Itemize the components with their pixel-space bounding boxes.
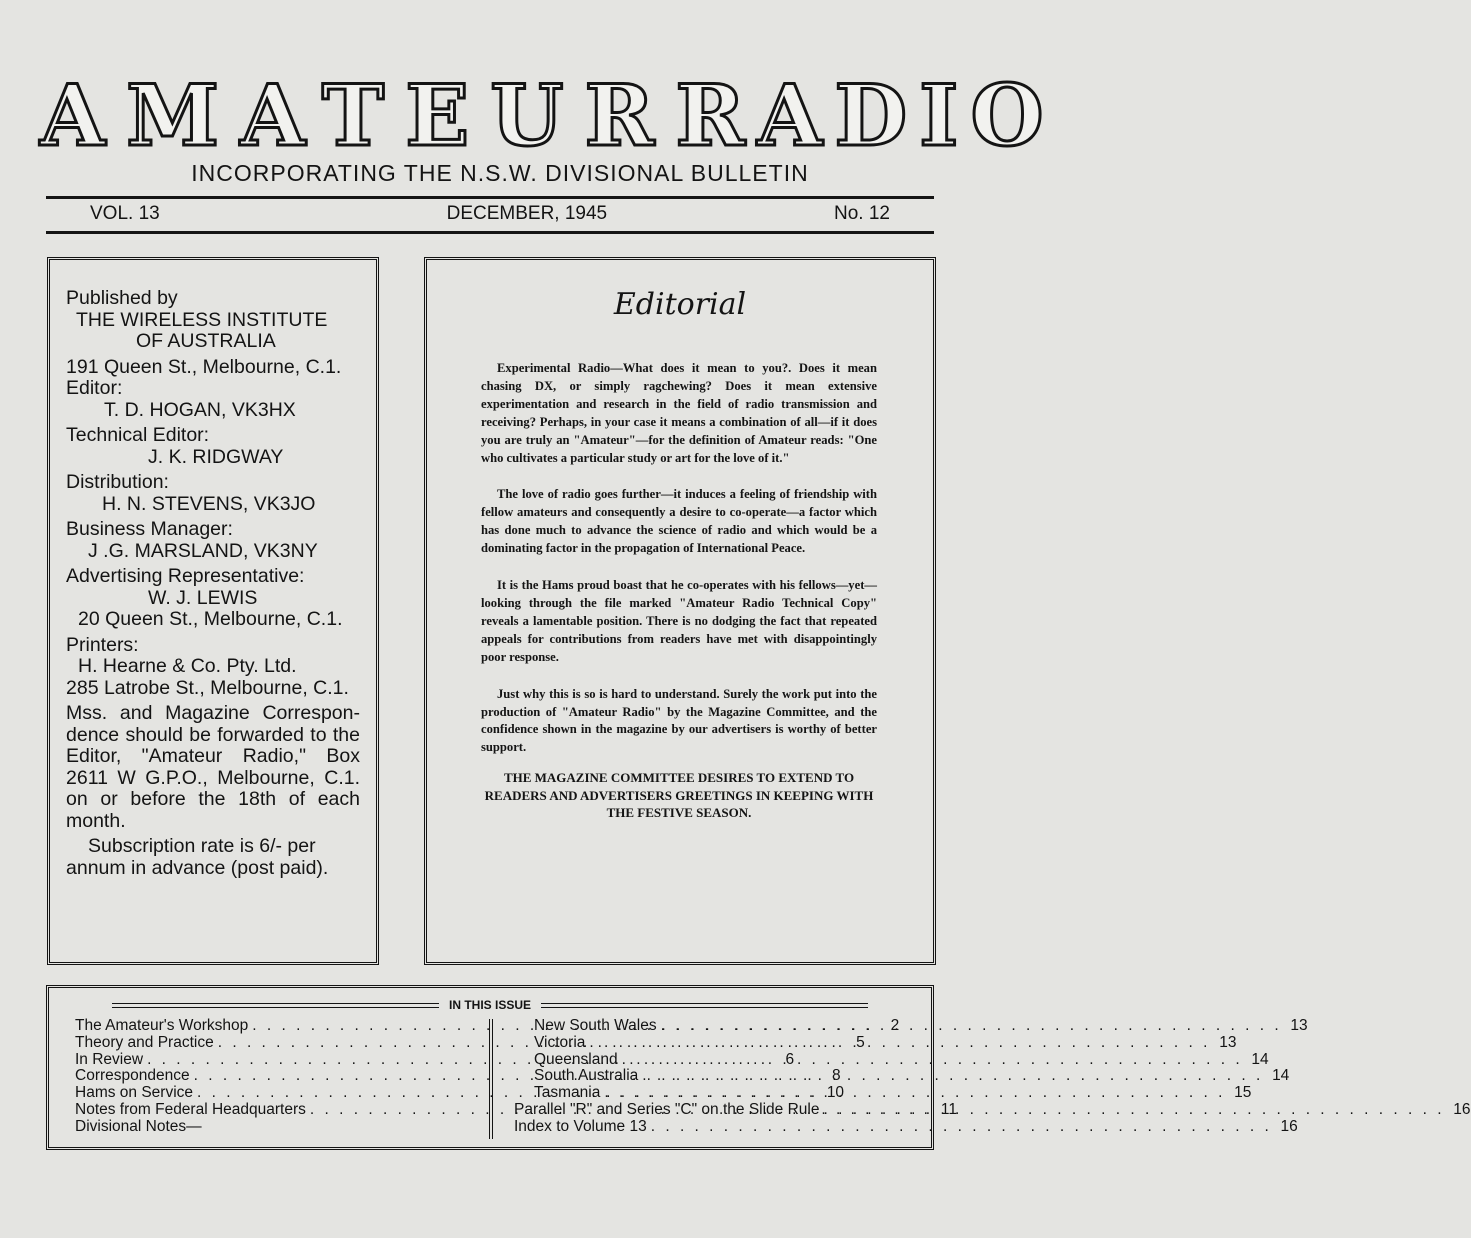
- editorial-paragraph: Experimental Radio—What does it mean to you?. Does it mean chasing DX, or simply ragchewing? Does it mean extensive experimentation and research in the field of radio transmission and receiving? Perhaps, in your case it means a combination of all—if it does you are truly an "Amateur"—for the definition of Amateur reads: "One who cultivates a particular study or art for the love of it.": [481, 361, 877, 465]
- mss-line: on or before the 18th of each: [66, 788, 360, 810]
- toc-page: 6: [785, 1050, 795, 1068]
- editorial-paragraph: It is the Hams proud boast that he co-operates with his fellows—yet—looking through the file marked "Amateur Radio Technical Copy" reveals a lamentable position. There is no dodging the fact that repeated appeals for contributions from readers have met with disappointingly poor response.: [481, 578, 877, 664]
- editor-name: T. D. HOGAN, VK3HX: [104, 398, 296, 421]
- toc-title: Divisional Notes—: [75, 1117, 202, 1135]
- toc-title: Victoria: [534, 1033, 586, 1051]
- business-name: J .G. MARSLAND, VK3NY: [88, 539, 318, 562]
- org-name-line1: THE WIRELESS INSTITUTE: [76, 308, 328, 331]
- toc-page: 14: [1272, 1067, 1290, 1085]
- editorial-title: Editorial: [613, 287, 747, 322]
- toc-title: In Review: [75, 1050, 144, 1068]
- masthead-title: [40, 65, 1056, 165]
- printers-address: 285 Latrobe St., Melbourne, C.1.: [66, 676, 349, 699]
- toc-page: 13: [1290, 1017, 1308, 1034]
- toc-page: 2: [890, 1017, 900, 1034]
- distribution-name: H. N. STEVENS, VK3JO: [102, 492, 316, 515]
- org-address: 191 Queen St., Melbourne, C.1.: [66, 355, 342, 378]
- toc-entry[interactable]: [514, 1033, 1237, 1052]
- toc-page: 5: [856, 1033, 865, 1051]
- published-by-label: Published by: [66, 287, 178, 309]
- toc-title: Index to Volume 13: [514, 1117, 647, 1135]
- toc-entry[interactable]: [514, 1017, 1308, 1035]
- org-name-line2: OF AUSTRALIA: [136, 330, 276, 352]
- toc-entry[interactable]: [514, 1067, 1290, 1085]
- toc-title: Hams on Service: [75, 1084, 194, 1102]
- subscription-line1: Subscription rate is 6/- per: [88, 835, 316, 857]
- toc-page: 13: [1219, 1033, 1237, 1051]
- masthead-subtitle: INCORPORATING THE N.S.W. DIVISIONAL BULLETIN: [191, 160, 809, 186]
- editorial-paragraph: The love of radio goes further—it induces a feeling of friendship with fellow amateurs and consequently a desire to co-operate—a factor which has done much to advance the science of radio and which would be a dominating factor in the propagation of International Peace.: [481, 487, 877, 556]
- mss-line: dence should be forwarded to the: [66, 723, 360, 746]
- toc-page: 14: [1251, 1050, 1269, 1068]
- issue-date: DECEMBER, 1945: [446, 203, 608, 224]
- toc-page: 10: [826, 1084, 845, 1102]
- publisher-info: [66, 288, 366, 879]
- toc-title: Parallel "R" and Series "C" on the Slide Rule: [514, 1100, 820, 1118]
- toc-title: Notes from Federal Headquarters: [75, 1100, 306, 1118]
- contents-heading-label: IN THIS ISSUE: [449, 998, 532, 1012]
- heading-rule-left: [112, 1003, 439, 1008]
- business-label: Business Manager:: [66, 518, 233, 540]
- mss-notice: [66, 703, 360, 832]
- bottom-rule: [46, 231, 934, 234]
- editor-label: Editor:: [66, 377, 123, 399]
- toc-entry[interactable]: [514, 1050, 1269, 1069]
- mss-line: Mss. and Magazine Correspon-: [66, 702, 360, 724]
- toc-entry[interactable]: [514, 1084, 1252, 1102]
- issue-line: [90, 203, 890, 225]
- top-rule: [46, 196, 934, 199]
- advertising-address: 20 Queen St., Melbourne, C.1.: [78, 608, 343, 630]
- toc-page: 11: [940, 1100, 957, 1118]
- toc-title: Queensland: [534, 1050, 618, 1068]
- toc-page: 16: [1280, 1117, 1298, 1135]
- printers-name: H. Hearne & Co. Pty. Ltd.: [78, 655, 297, 677]
- editorial-body: [481, 360, 877, 841]
- advertising-label: Advertising Representative:: [66, 565, 305, 587]
- mss-line: month.: [66, 809, 126, 832]
- toc-title: Tasmania: [534, 1084, 601, 1102]
- tech-editor-name: J. K. RIDGWAY: [148, 445, 284, 468]
- advertising-name: W. J. LEWIS: [148, 586, 258, 609]
- masthead-word-amateur: AMATEUR: [40, 65, 676, 165]
- volume-label: VOL. 13: [90, 203, 160, 224]
- distribution-label: Distribution:: [66, 471, 169, 493]
- toc-entry[interactable]: [514, 1117, 1298, 1136]
- toc-page: 8: [832, 1067, 841, 1085]
- toc-title: South Australia: [534, 1067, 639, 1085]
- editorial-paragraph: Just why this is so is hard to understand. Surely the work put into the production of "Amateur Radio" by the Magazine Committee, and the confidence shown in the magazine by our advertisers is worthy of better support.: [481, 686, 877, 755]
- masthead-word-radio: RADIO: [675, 65, 1056, 165]
- toc-page: 15: [1234, 1084, 1252, 1102]
- editorial-closing: THE MAGAZINE COMMITTEE DESIRES TO EXTEND TO READERS AND ADVERTISERS GREETINGS IN KEEPING WITH THE FESTIVE SEASON.: [484, 770, 874, 821]
- mss-line: Editor, "Amateur Radio," Box: [66, 745, 360, 767]
- toc-title: The Amateur's Workshop: [75, 1017, 249, 1034]
- printers-label: Printers:: [66, 633, 139, 656]
- heading-rule-right: [541, 1003, 868, 1008]
- mss-line: 2611 W G.P.O., Melbourne, C.1.: [66, 766, 360, 789]
- issue-number: No. 12: [834, 203, 890, 224]
- contents-heading: [112, 998, 868, 1012]
- toc-entry[interactable]: [75, 1119, 470, 1136]
- toc-page: 16: [1453, 1100, 1471, 1118]
- toc-title: New South Wales: [534, 1017, 657, 1034]
- subscription-line2: annum in advance (post paid).: [66, 856, 329, 879]
- tech-editor-label: Technical Editor:: [66, 424, 210, 446]
- toc-title: Theory and Practice: [75, 1033, 214, 1051]
- toc-title: Correspondence: [75, 1067, 190, 1085]
